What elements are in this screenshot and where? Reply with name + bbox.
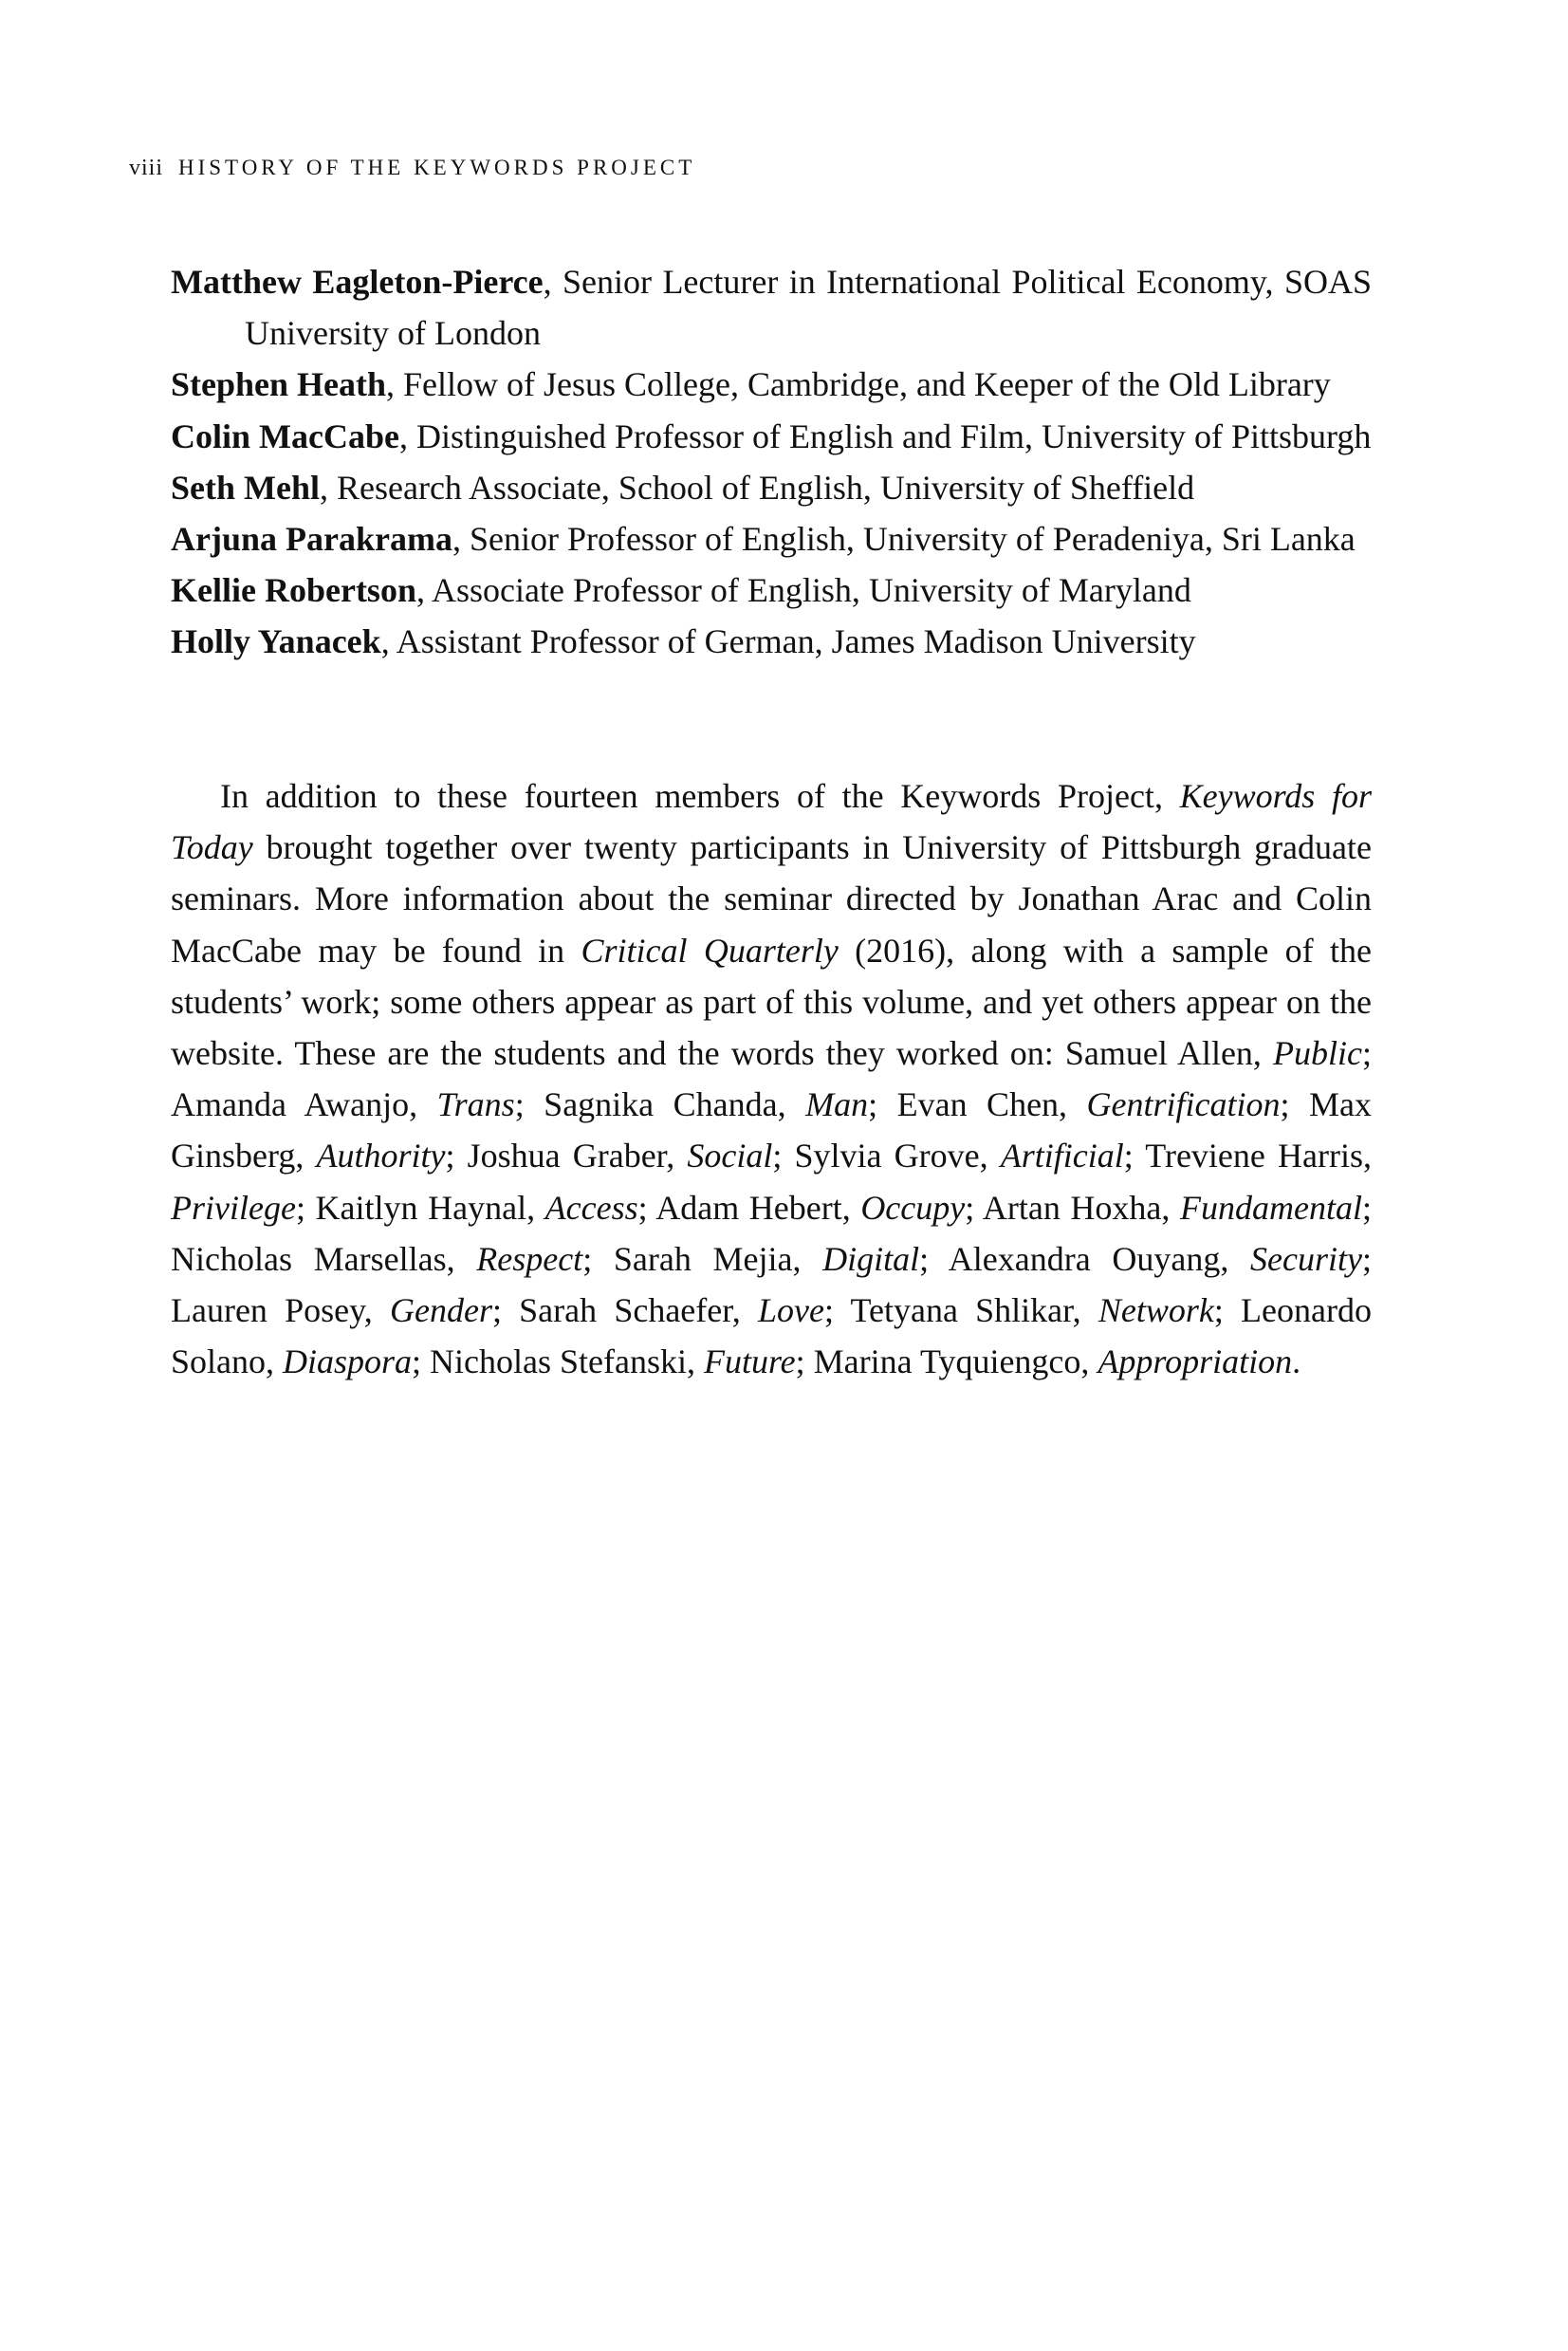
journal-title: Critical Quarterly	[581, 931, 839, 970]
contributor-entry	[171, 359, 1372, 410]
paragraph-text: (2016), along with a sample of the students’ work; some others appear as part of this volume, and yet others appear on the website. These are the students and the words they worked on: Samuel Allen,	[171, 931, 1372, 1073]
contributor-affiliation: , Senior Lecturer in International Political Economy, SOAS University of London	[245, 263, 1372, 353]
keyword: Network	[1098, 1291, 1214, 1330]
paragraph-text: In addition to these fourteen members of the Keywords Project,	[220, 777, 1180, 815]
keyword: Appropriation	[1098, 1342, 1293, 1381]
keyword: Love	[757, 1291, 824, 1330]
student-name: ; Treviene Harris,	[1123, 1137, 1372, 1176]
keyword: Occupy	[860, 1188, 966, 1227]
contributor-name: Matthew Eagleton-Pierce	[171, 263, 544, 301]
keyword: Gender	[390, 1291, 492, 1330]
contributor-affiliation: , Associate Professor of English, University of Maryland	[415, 571, 1191, 610]
contributor-affiliation: , Distinguished Professor of English and Film, University of Pittsburgh	[398, 417, 1372, 455]
student-name: ; Joshua Graber,	[445, 1137, 688, 1176]
keyword: Man	[805, 1085, 869, 1124]
keyword: Social	[687, 1137, 773, 1176]
keyword: Authority	[316, 1137, 446, 1176]
keyword: Privilege	[171, 1188, 296, 1227]
student-name: ; Max Ginsberg,	[171, 1085, 1372, 1176]
running-head	[0, 156, 1568, 194]
student-name: ; Artan Hoxha,	[965, 1188, 1180, 1227]
student-name: ; Sarah Schaefer,	[491, 1291, 758, 1330]
keyword: Trans	[436, 1085, 515, 1124]
body-paragraph	[171, 770, 1372, 1387]
paragraph-text: .	[1292, 1342, 1301, 1381]
keyword: Digital	[822, 1239, 920, 1278]
keyword: Respect	[476, 1239, 583, 1278]
contributor-name: Colin MacCabe	[171, 417, 399, 455]
contributor-name: Kellie Robertson	[171, 571, 416, 610]
paragraph-text: brought together over twenty participants in University of Pittsburgh graduate seminars. More information about the seminar directed by Jonathan Arac and Colin MacCabe may be found in	[171, 828, 1372, 970]
book-title: Keywords for Today	[171, 777, 1372, 867]
contributor-affiliation: , Research Associate, School of English, University of Sheffield	[320, 468, 1195, 507]
contributor-name: Seth Mehl	[171, 468, 320, 507]
contributor-entry	[171, 411, 1372, 462]
student-name: ; Leonardo Solano,	[171, 1291, 1372, 1381]
contributor-affiliation: , Senior Professor of English, University of Peradeniya, Sri Lanka	[452, 520, 1356, 559]
contributor-affiliation: , Fellow of Jesus College, Cambridge, and Keeper of the Old Library	[386, 365, 1331, 404]
student-name: ; Evan Chen,	[868, 1085, 1087, 1124]
student-name: ; Lauren Posey,	[171, 1239, 1372, 1330]
student-name: ; Sylvia Grove,	[772, 1137, 1001, 1176]
student-name: ; Adam Hebert,	[637, 1188, 861, 1227]
contributor-name: Holly Yanacek	[171, 622, 381, 661]
contributor-list	[171, 256, 1372, 668]
keyword: Access	[544, 1188, 638, 1227]
contributor-entry	[171, 256, 1372, 359]
keyword: Future	[704, 1342, 796, 1381]
keyword: Artificial	[1000, 1137, 1124, 1176]
contributor-entry	[171, 565, 1372, 616]
student-name: ; Nicholas Marsellas,	[171, 1188, 1372, 1278]
student-name: ; Tetyana Shlikar,	[823, 1291, 1098, 1330]
student-name: ; Alexandra Ouyang,	[919, 1239, 1251, 1278]
student-name: ; Amanda Awanjo,	[171, 1034, 1372, 1124]
contributor-affiliation: , Assistant Professor of German, James Madison University	[380, 622, 1196, 661]
student-name: ; Sagnika Chanda,	[514, 1085, 806, 1124]
running-title: HISTORY OF THE KEYWORDS PROJECT	[178, 156, 696, 179]
keyword: Gentrification	[1086, 1085, 1281, 1124]
contributor-entry	[171, 616, 1372, 667]
page-number: viii	[129, 156, 164, 180]
contributor-entry	[171, 462, 1372, 513]
keyword: Security	[1250, 1239, 1362, 1278]
contributor-name: Arjuna Parakrama	[171, 520, 452, 559]
student-name: ; Sarah Mejia,	[582, 1239, 823, 1278]
keyword: Public	[1273, 1034, 1362, 1073]
keyword: Fundamental	[1179, 1188, 1362, 1227]
contributor-name: Stephen Heath	[171, 365, 387, 404]
contributor-entry	[171, 513, 1372, 565]
student-name: ; Kaitlyn Haynal,	[295, 1188, 545, 1227]
keyword: Diaspora	[283, 1342, 413, 1381]
student-name: ; Marina Tyquiengco,	[795, 1342, 1098, 1381]
student-name: ; Nicholas Stefanski,	[412, 1342, 704, 1381]
